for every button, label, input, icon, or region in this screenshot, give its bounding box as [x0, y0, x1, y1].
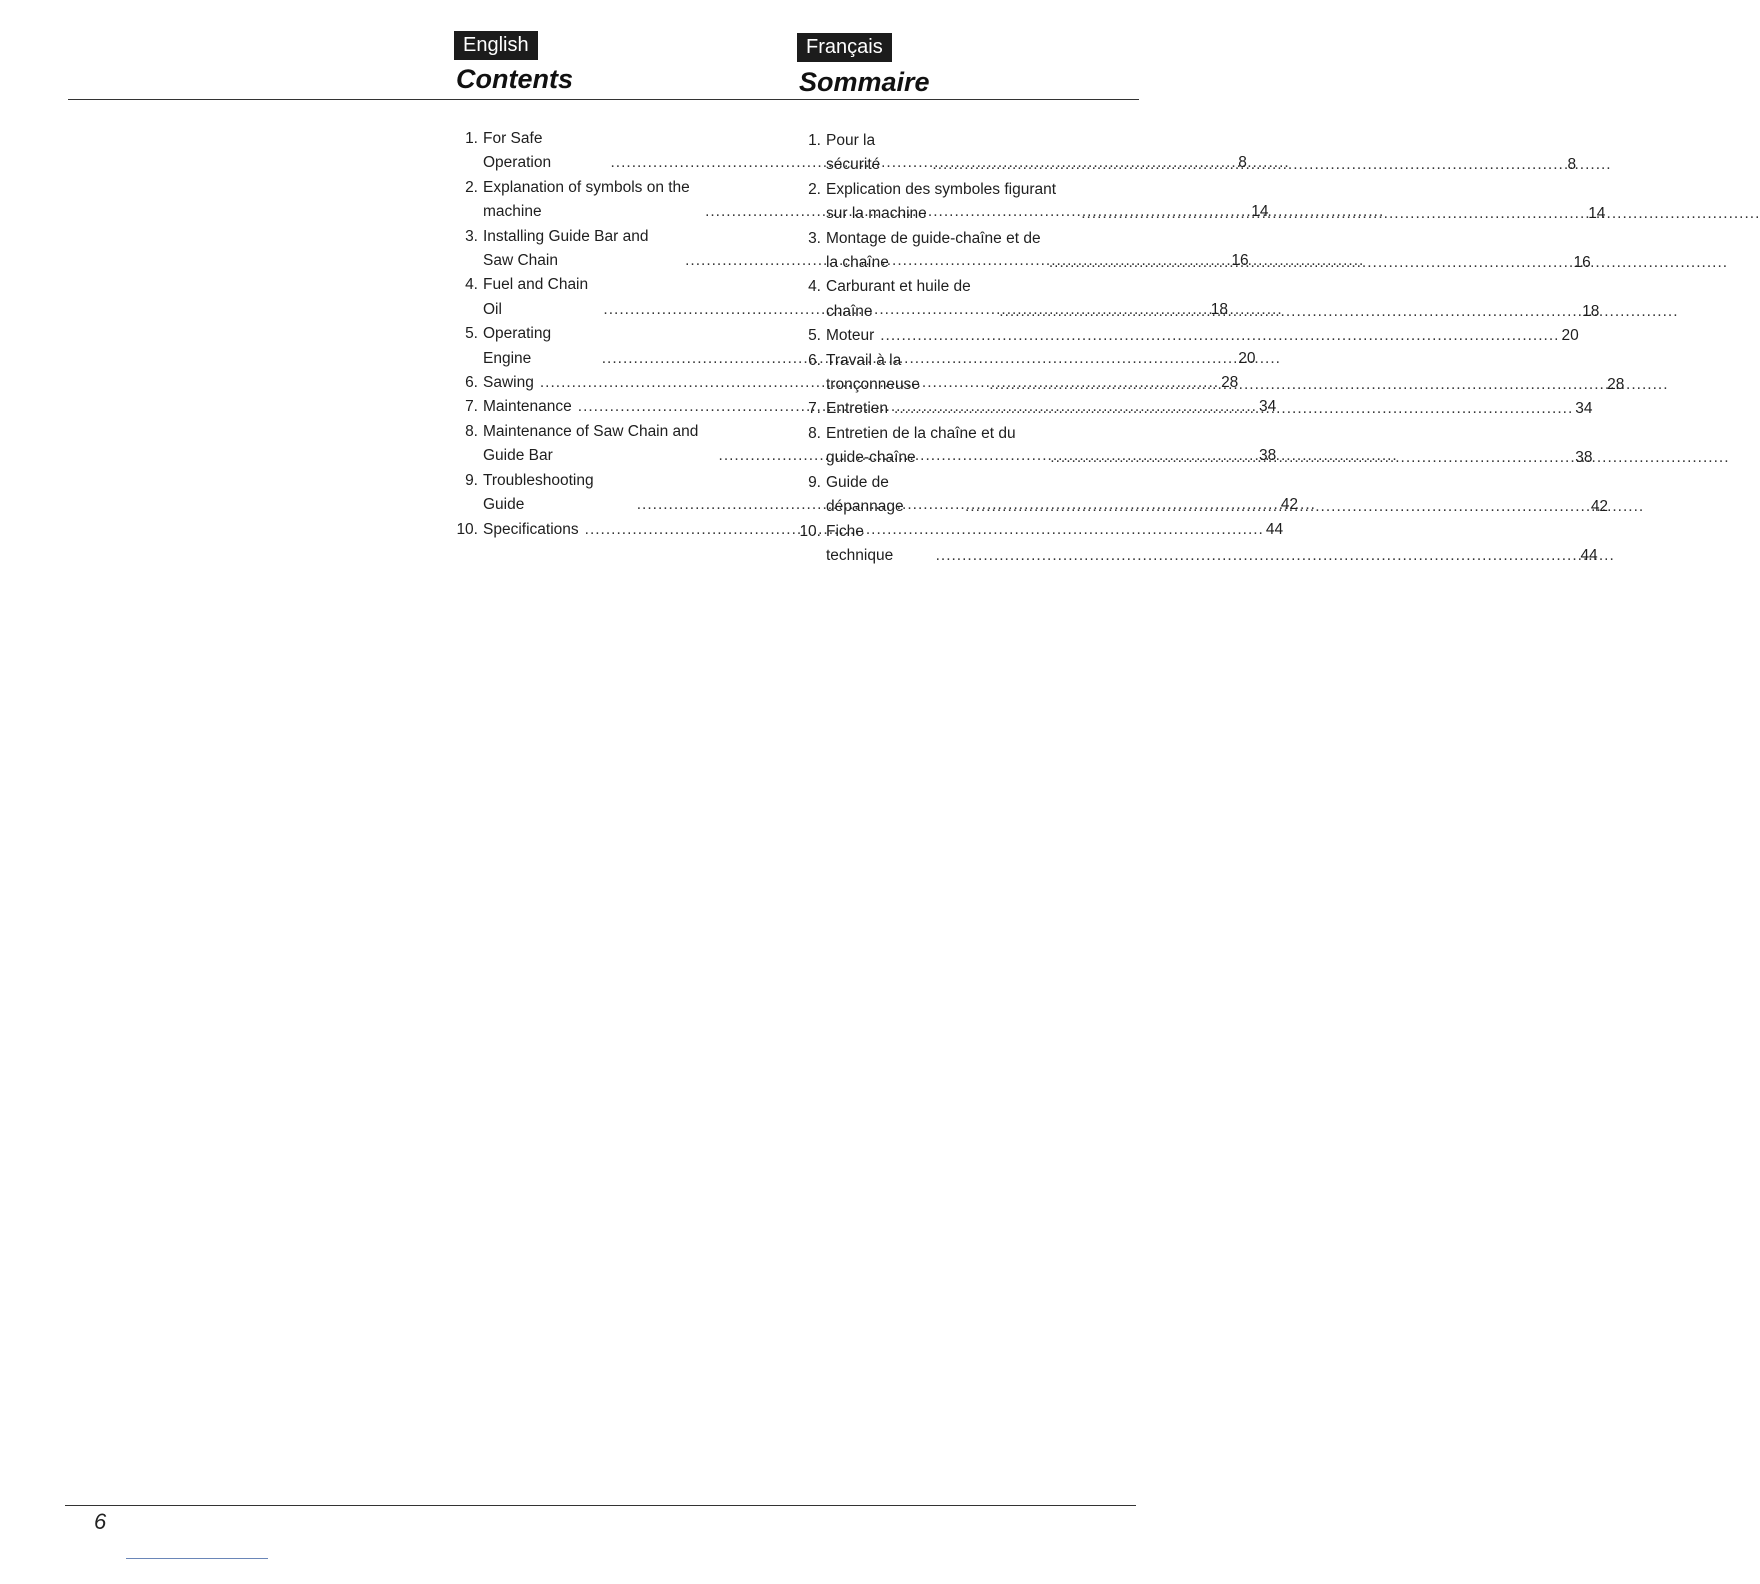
toc-entry-page: 8 [1567, 156, 1577, 174]
language-badge-french: Français [797, 33, 892, 62]
toc-entry-page: 16 [1573, 254, 1591, 272]
toc-entry-number: 7. [465, 398, 478, 416]
toc-entry-number: 7. [808, 400, 821, 418]
toc-entry-body [826, 227, 1591, 276]
page-number: 6 [94, 1509, 107, 1534]
toc-entry-number: 10. [799, 522, 821, 540]
toc-entry [796, 471, 1609, 520]
toc-leader-dots [989, 373, 1605, 397]
toc-entry-title: Maintenance of Saw Chain and Guide Bar [483, 422, 699, 465]
toc-entry-body [826, 397, 1593, 421]
toc-entry [796, 397, 1593, 421]
toc-leader-dots [965, 495, 1589, 519]
toc-entry [796, 129, 1577, 178]
toc-entry [796, 178, 1606, 227]
toc-entry-number: 2. [808, 180, 821, 198]
toc-entry [796, 227, 1591, 276]
toc-entry-body [826, 178, 1605, 227]
toc-entry-page: 42 [1280, 496, 1299, 514]
toc-entry-body [826, 422, 1593, 471]
toc-entry-number: 8. [808, 424, 821, 442]
sommaire-title: Sommaire [799, 67, 930, 97]
toc-entry-title: Installing Guide Bar and Saw Chain [483, 227, 649, 270]
toc-entry-title: For Safe Operation [483, 130, 552, 172]
language-badge-english: English [454, 31, 538, 60]
toc-entry-title: Entretien [826, 400, 889, 418]
toc-entry-title: Fuel and Chain Oil [483, 276, 589, 318]
toc-entry [796, 422, 1593, 471]
toc-entry-title: Explanation of symbols on the machine [483, 178, 690, 221]
toc-entry-page: 34 [1258, 398, 1277, 416]
header-divider [68, 99, 1139, 100]
toc-entry [796, 275, 1600, 324]
toc-entry-number: 6. [465, 374, 478, 392]
toc-entry-title: Moteur [826, 327, 875, 345]
toc-entry-page: 16 [1231, 252, 1249, 270]
toc-entry-title: Specifications [483, 520, 579, 538]
french-table-of-contents [796, 129, 1625, 568]
toc-entry-page: 34 [1575, 400, 1593, 418]
scan-artifact-line [126, 1558, 268, 1559]
toc-leader-dots [932, 153, 1565, 177]
toc-entry-title: Explication des symboles figurant sur la machine [826, 180, 1057, 223]
toc-entry-title: Maintenance [483, 398, 572, 416]
toc-entry-body [826, 275, 1599, 324]
contents-title: Contents [456, 64, 573, 94]
toc-entry-title: Guide de dépannage [826, 473, 904, 516]
toc-entry-number: 1. [808, 132, 821, 149]
toc-entry [453, 518, 1284, 542]
toc-entry-page: 18 [1210, 300, 1228, 318]
toc-entry-title: Sawing [483, 374, 534, 392]
toc-entry [796, 520, 1598, 569]
toc-entry-title: Fiche technique [826, 522, 894, 564]
toc-entry-page: 20 [1238, 349, 1256, 367]
toc-entry-body [826, 349, 1624, 398]
toc-entry-number: 4. [465, 276, 478, 294]
toc-entry-page: 38 [1575, 449, 1593, 467]
toc-leader-dots [936, 544, 1579, 568]
toc-entry-number: 3. [808, 229, 821, 247]
toc-leader-dots [880, 324, 1559, 348]
toc-leader-dots [1081, 202, 1586, 226]
toc-entry [796, 324, 1579, 348]
toc-entry-body [826, 129, 1576, 178]
toc-entry-title: Troubleshooting Guide [483, 471, 594, 514]
toc-entry-number: 8. [465, 422, 478, 440]
toc-entry-page: 42 [1590, 498, 1609, 516]
toc-entry-title: Entretien de la chaîne et du guide-chaîne [826, 424, 1016, 467]
toc-entry-number: 9. [465, 471, 478, 489]
toc-entry-number: 3. [465, 227, 478, 245]
toc-entry-number: 10. [456, 520, 478, 538]
toc-entry-title: Operating Engine [483, 325, 552, 367]
toc-entry-page: 14 [1588, 205, 1606, 223]
toc-entry-page: 20 [1561, 327, 1579, 345]
toc-entry-title: Carburant et huile de chaîne [826, 278, 971, 320]
toc-entry-number: 2. [465, 178, 478, 196]
footer-divider [65, 1505, 1136, 1506]
toc-leader-dots [894, 397, 1573, 421]
toc-entry-title: Travail à la tronçonneuse [826, 351, 920, 394]
toc-entry-title: Montage de guide-chaîne et de la chaîne [826, 229, 1041, 272]
toc-entry-page: 28 [1221, 374, 1239, 392]
toc-entry-page: 18 [1582, 302, 1600, 320]
toc-entry-body [826, 324, 1579, 348]
toc-entry-page: 28 [1607, 376, 1625, 394]
toc-entry-page: 38 [1258, 447, 1277, 465]
toc-entry-page: 44 [1580, 546, 1598, 564]
toc-entry-body [826, 520, 1598, 569]
toc-entry-title: Pour la sécurité [826, 132, 881, 174]
toc-entry-page: 14 [1251, 203, 1269, 221]
toc-leader-dots [1050, 446, 1573, 470]
toc-entry-number: 4. [808, 278, 821, 296]
toc-leader-dots [1049, 251, 1572, 275]
toc-entry-number: 1. [465, 130, 478, 147]
toc-entry-number: 5. [465, 325, 478, 343]
toc-entry-number: 6. [808, 351, 821, 369]
toc-entry-number: 5. [808, 327, 821, 345]
toc-entry-body [826, 471, 1608, 520]
toc-entry-page: 8 [1238, 154, 1247, 172]
toc-entry-number: 9. [808, 473, 821, 491]
toc-leader-dots [999, 300, 1580, 324]
toc-entry-page: 44 [1265, 520, 1284, 538]
